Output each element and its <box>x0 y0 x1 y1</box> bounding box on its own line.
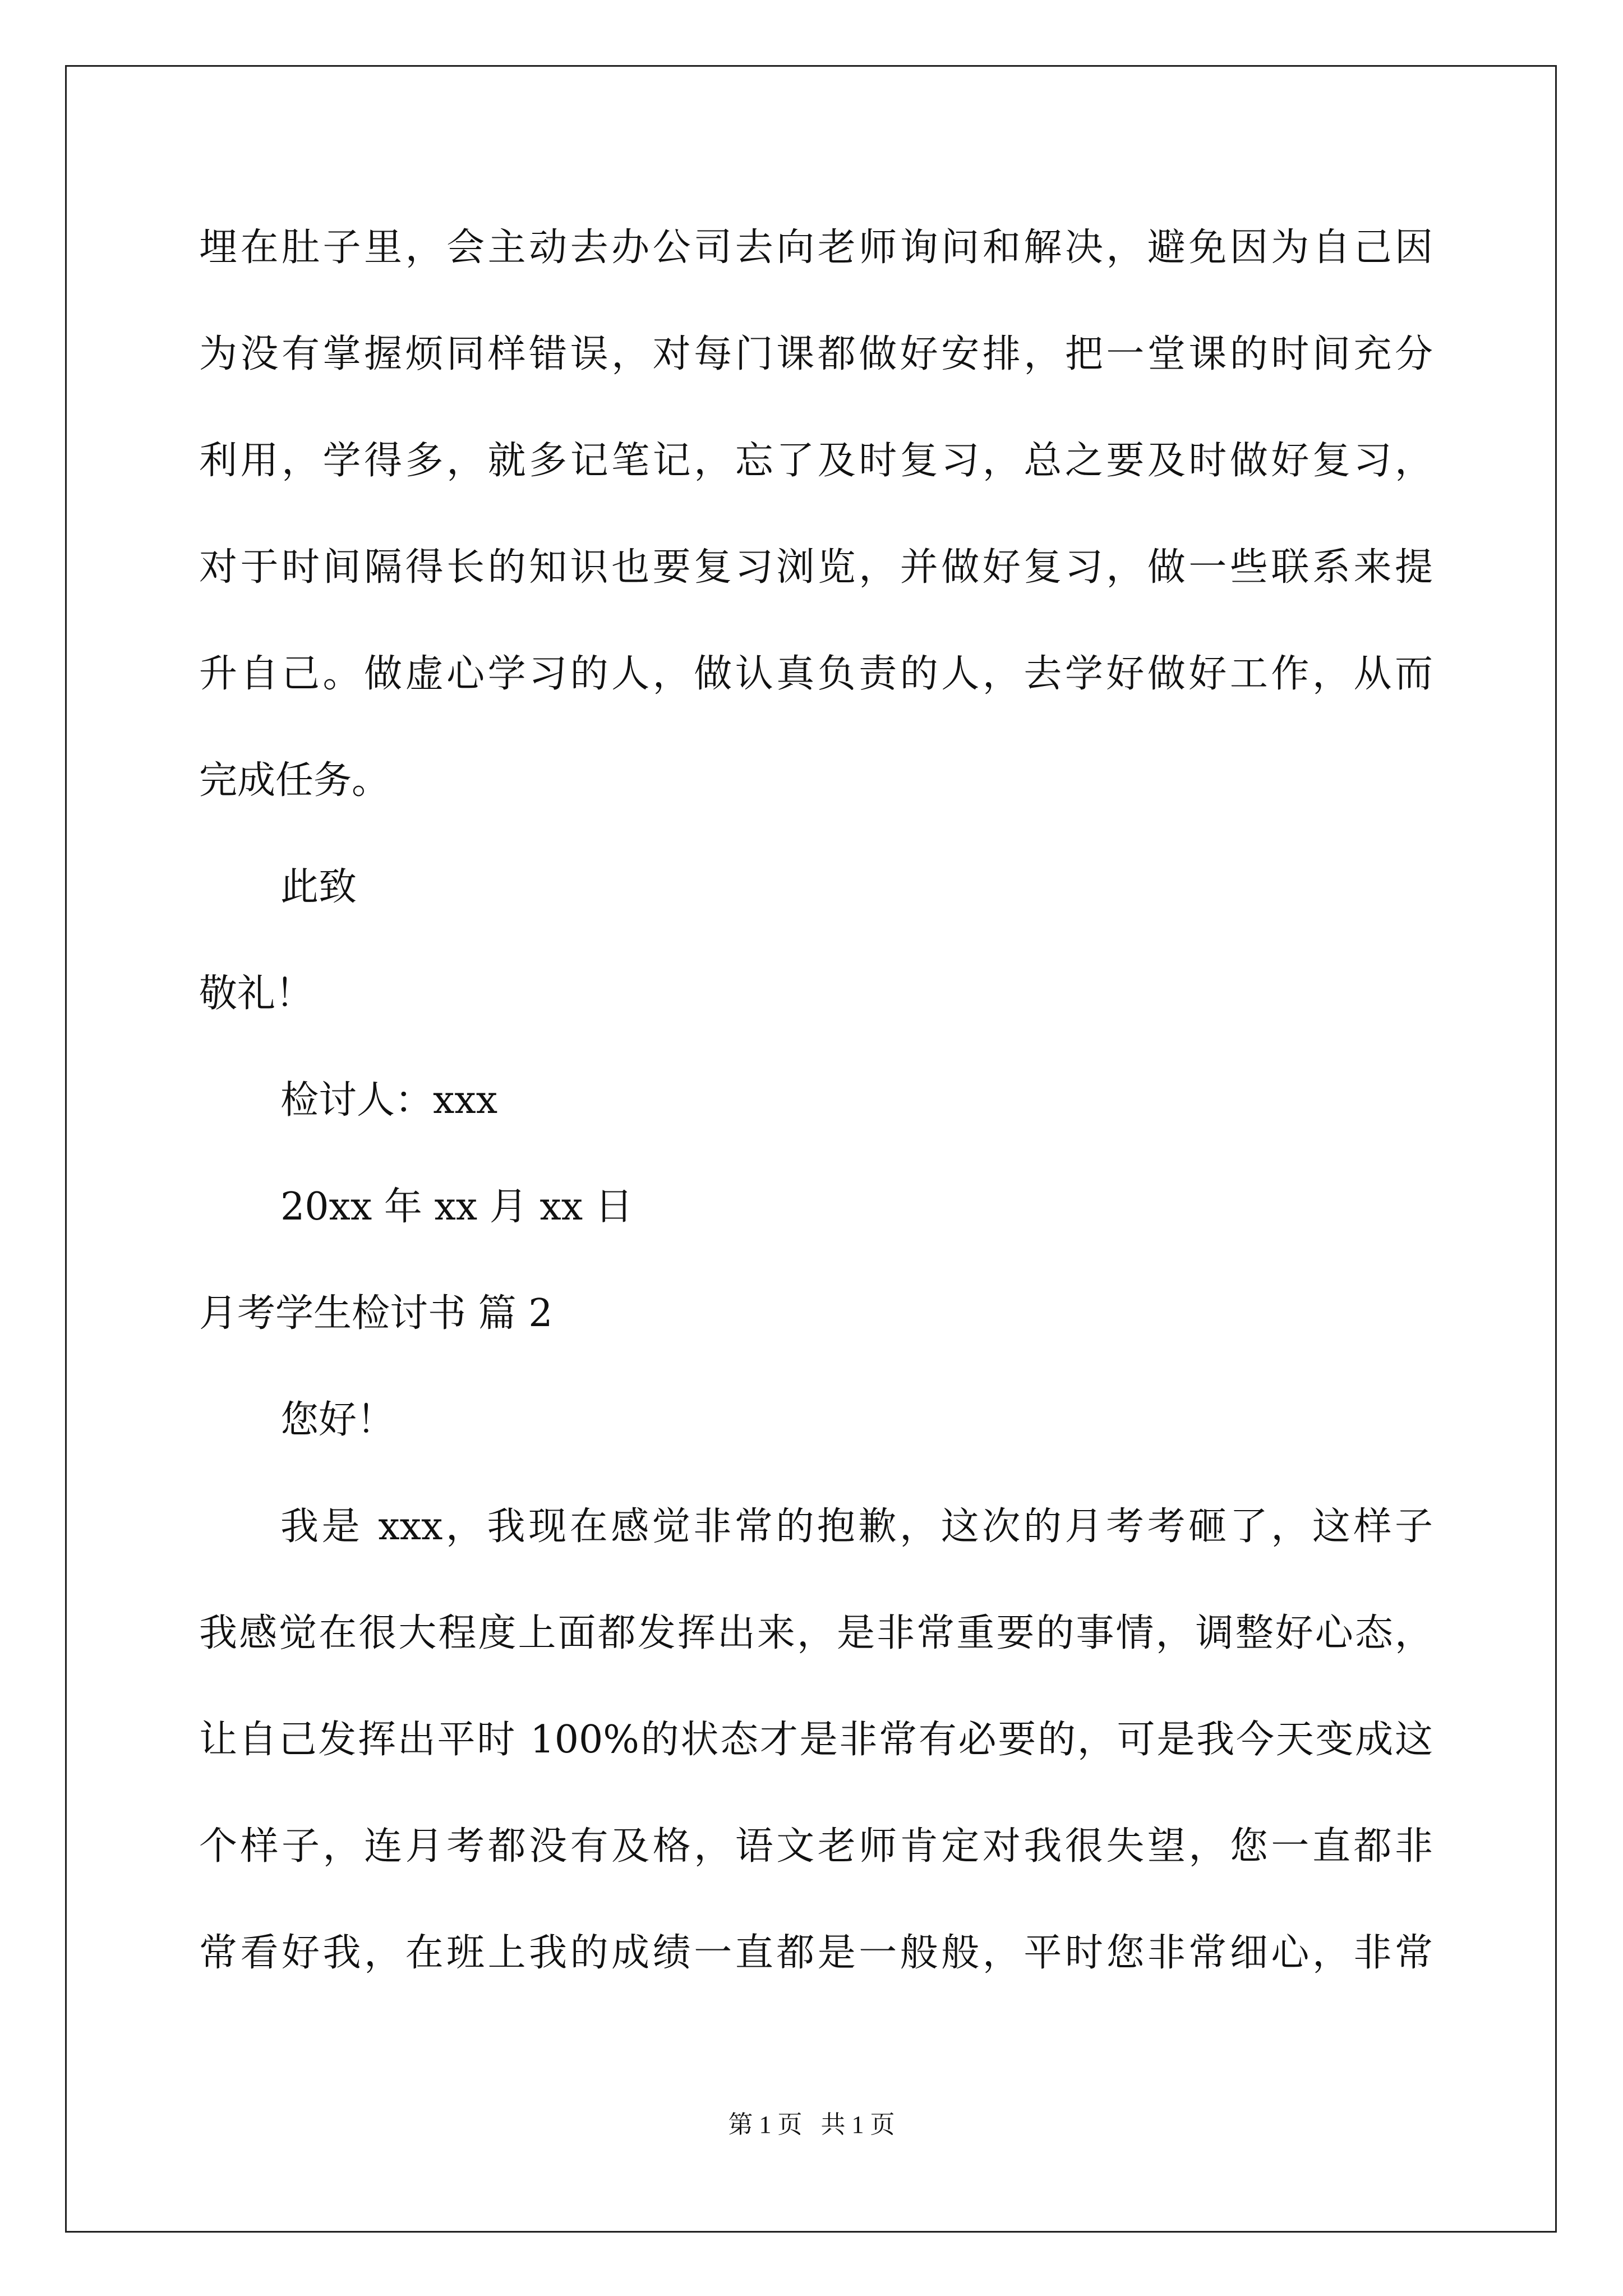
date-line: 20xx 年 xx 月 xx 日 <box>280 1185 633 1229</box>
regards-line: 敬礼！ <box>199 972 314 1016</box>
salutation-line: 此致 <box>280 865 357 909</box>
signer-line: 检讨人：xxx <box>280 1078 498 1122</box>
body-line-7: 我是 xxx，我现在感觉非常的抱歉，这次的月考考砸了，这样子 <box>280 1504 1433 1549</box>
section-title: 月考学生检讨书 篇 2 <box>199 1291 553 1336</box>
body-line-6: 完成任务。 <box>199 758 390 803</box>
body-line-10: 个样子，连月考都没有及格，语文老师肯定对我很失望，您一直都非 <box>199 1824 1433 1869</box>
page-footer: 第 1 页 共 1 页 <box>728 2111 895 2138</box>
greeting-line: 您好！ <box>280 1398 395 1442</box>
page-border <box>65 65 1557 2233</box>
body-line-2: 为没有掌握烦同样错误，对每门课都做好安排，把一堂课的时间充分 <box>199 332 1433 376</box>
body-line-1: 埋在肚子里，会主动去办公司去向老师询问和解决，避免因为自己因 <box>199 226 1433 270</box>
body-line-9: 让自己发挥出平时 100%的状态才是非常有必要的，可是我今天变成这 <box>199 1718 1433 1762</box>
body-line-11: 常看好我，在班上我的成绩一直都是一般般，平时您非常细心，非常 <box>199 1931 1433 1975</box>
body-line-5: 升自己。做虚心学习的人，做认真负责的人，去学好做好工作，从而 <box>199 652 1433 696</box>
body-line-4: 对于时间隔得长的知识也要复习浏览，并做好复习，做一些联系来提 <box>199 545 1433 590</box>
body-line-8: 我感觉在很大程度上面都发挥出来，是非常重要的事情，调整好心态， <box>199 1611 1433 1655</box>
body-line-3: 利用，学得多，就多记笔记，忘了及时复习，总之要及时做好复习， <box>199 439 1433 483</box>
